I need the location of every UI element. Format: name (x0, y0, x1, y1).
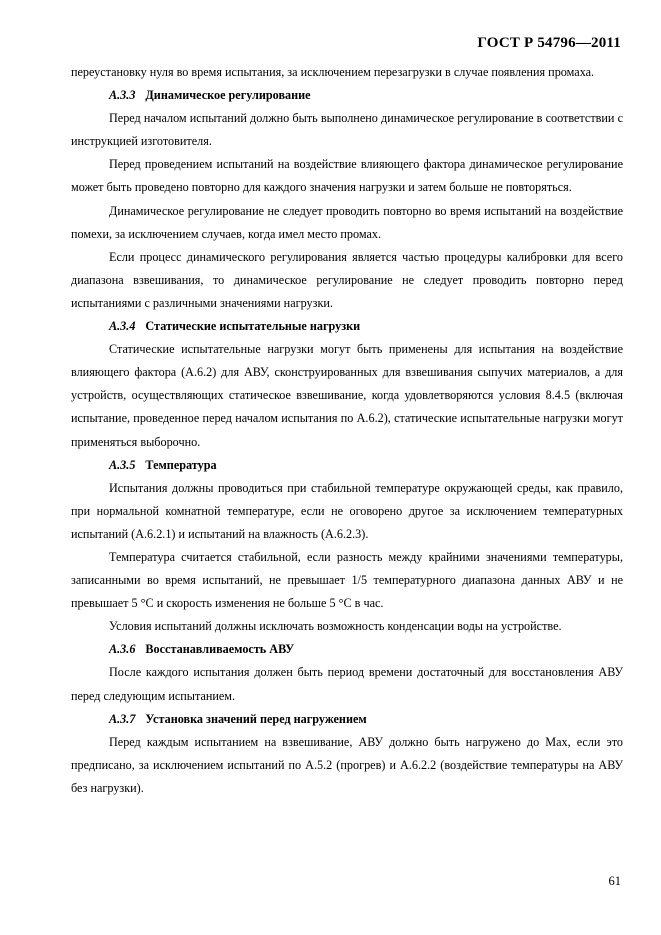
section-number: А.3.4 (109, 319, 136, 334)
section-number: А.3.5 (109, 457, 136, 472)
section-number: А.3.3 (109, 88, 136, 103)
section-heading-a34 (71, 315, 623, 338)
paragraph: переустановку нуля во время испытания, за исключением перезагрузки в случае появления промаха. (71, 65, 595, 79)
section-title: Восстанавливаемость АВУ (145, 642, 295, 657)
section-heading-a33 (71, 84, 623, 107)
page-number: 61 (608, 874, 621, 888)
section-title: Температура (145, 457, 217, 472)
paragraph: Перед каждым испытанием на взвешивание, АВУ должно быть нагружено до Max, если это предписано, за исключением испытаний по А.5.2 (прогрев) и А.6.2.2 (воздействие температуры на АВУ без нагрузки). (71, 734, 623, 795)
section-title: Установка значений перед нагружением (145, 711, 367, 726)
paragraph: Статические испытательные нагрузки могут быть применены для испытания на воздействие влияющего фактора (А.6.2) для АВУ, сконструированных для взвешивания сыпучих материалов, а для устройств, осуществляющих статическое взвешивание, когда удовлетворяются условия 8.4.5 (включая испытание, проведенное перед началом испытания по А.6.2), статические испытательные нагрузки могут применяться выборочно. (71, 342, 623, 449)
section-heading-a36 (71, 638, 623, 661)
paragraph: Температура считается стабильной, если разность между крайними значениями температуры, записанными во время испытаний, не превышает 1/5 температурного диапазона данных АВУ и не превышает 5 °С и скорость изменения не больше 5 °С в час. (71, 549, 623, 611)
section-heading-a37 (71, 708, 623, 731)
paragraph: Условия испытаний должны исключать возможность конденсации воды на устройстве. (109, 619, 562, 634)
paragraph: После каждого испытания должен быть период времени достаточный для восстановления АВУ перед следующим испытанием. (71, 665, 623, 703)
section-number: А.3.6 (109, 642, 136, 657)
document-code: ГОСТ Р 54796—2011 (477, 35, 621, 51)
section-heading-a35 (71, 454, 623, 477)
paragraph: Испытания должны проводиться при стабильной температуре окружающей среды, как правило, при нормальной комнатной температуре, если не оговорено другое за исключением температурных испытаний (А.6.2.1) и испытаний на влажность (А.6.2.3). (71, 480, 623, 541)
paragraph: Перед началом испытаний должно быть выполнено динамическое регулирование в соответствии с инструкцией изготовителя. (71, 111, 623, 149)
paragraph: Динамическое регулирование не следует проводить повторно во время испытаний на воздействие помехи, за исключением случаев, когда имел место промах. (71, 203, 623, 241)
paragraph: Если процесс динамического регулирования является частью процедуры калибровки для всего диапазона взвешивания, то динамическое регулирование не следует проводить повторно перед испытаниями с различными значениями нагрузки. (71, 249, 623, 310)
section-number: А.3.7 (109, 711, 136, 726)
paragraph: Перед проведением испытаний на воздействие влияющего фактора динамическое регулирование может быть проведено повторно для каждого значения нагрузки и затем больше не повторяться. (71, 157, 623, 195)
section-title: Статические испытательные нагрузки (145, 319, 361, 334)
section-title: Динамическое регулирование (145, 88, 311, 103)
document-body (71, 61, 623, 800)
